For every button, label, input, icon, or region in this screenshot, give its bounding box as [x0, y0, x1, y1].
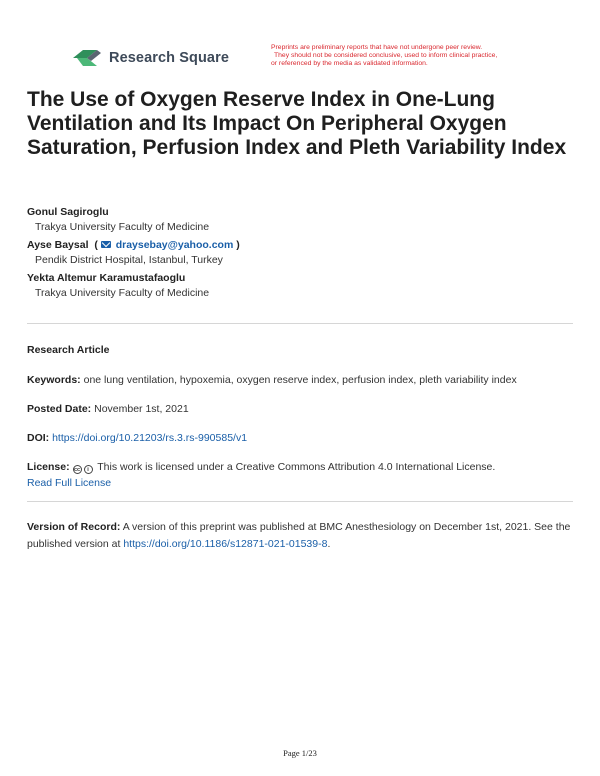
version-of-record-label: Version of Record: [27, 521, 121, 533]
posted-date-row [27, 401, 573, 417]
doi-link[interactable]: https://doi.org/10.21203/rs.3.rs-990585/v1 [52, 432, 248, 444]
divider [27, 323, 573, 324]
notice-line: or referenced by the media as validated information. [271, 60, 428, 68]
author-list [27, 205, 572, 304]
author-affiliation: Trakya University Faculty of Medicine [35, 221, 210, 233]
notice-line: Preprints are preliminary reports that have not undergone peer review. [271, 44, 483, 51]
cc-icon: cc [73, 467, 81, 473]
author-name[interactable]: Ayse Baysal [27, 239, 89, 251]
research-square-logo-icon [73, 47, 101, 69]
author-affiliation: Pendik District Hospital, Istanbul, Turkey [35, 254, 223, 266]
author-entry [27, 238, 572, 268]
author-affiliation: Trakya University Faculty of Medicine [35, 287, 210, 299]
posted-date-label: Posted Date: [27, 403, 92, 415]
corresponding-author [27, 238, 572, 252]
email-close-paren: ) [236, 239, 240, 251]
author-entry [27, 205, 572, 235]
notice-line: They should not be considered conclusive, used to inform clinical practice, [274, 52, 498, 60]
author-name[interactable]: Yekta Altemur Karamustafaoglu [27, 272, 186, 284]
author-email-link[interactable]: draysebay@yahoo.com [115, 239, 234, 251]
article-type [27, 342, 573, 358]
paper-title: The Use of Oxygen Reserve Index in One-Lung Ventilation and Its Impact On Peripheral Oxygen Saturation, Perfusion Index and Pleth Variability Index [27, 88, 567, 159]
published-version-link[interactable]: https://doi.org/10.1186/s12871-021-01539-8 [123, 538, 328, 550]
license-text: This work is licensed under a Creative Commons Attribution 4.0 International License. [97, 461, 496, 473]
author-entry [27, 271, 572, 301]
version-of-record-text: A version of this preprint was published at BMC Anesthesiology on December 1st, 2021. See the published version at [27, 521, 571, 550]
page-number: Page 1/23 [283, 748, 317, 758]
cc-by-icon: i [84, 465, 93, 474]
doi-label: DOI: [27, 432, 50, 444]
read-full-license-link[interactable]: Read Full License [27, 477, 112, 489]
preprint-notice [271, 44, 571, 69]
keywords-row [27, 372, 573, 388]
research-square-logo[interactable] [73, 47, 229, 69]
email-icon [101, 241, 111, 248]
license-row [27, 459, 573, 491]
author-name[interactable]: Gonul Sagiroglu [27, 206, 109, 218]
posted-date-value: November 1st, 2021 [94, 403, 189, 415]
version-of-record [27, 519, 573, 553]
license-label: License: [27, 461, 70, 473]
brand-name: Research Square [109, 50, 229, 66]
version-of-record-end: . [327, 538, 331, 550]
keywords-value: one lung ventilation, hypoxemia, oxygen reserve index, perfusion index, pleth variability index [83, 374, 517, 386]
divider [27, 501, 573, 502]
article-type-label: Research Article [27, 344, 110, 356]
keywords-label: Keywords: [27, 374, 81, 386]
doi-row [27, 430, 573, 446]
email-open-paren: ( [91, 239, 98, 251]
